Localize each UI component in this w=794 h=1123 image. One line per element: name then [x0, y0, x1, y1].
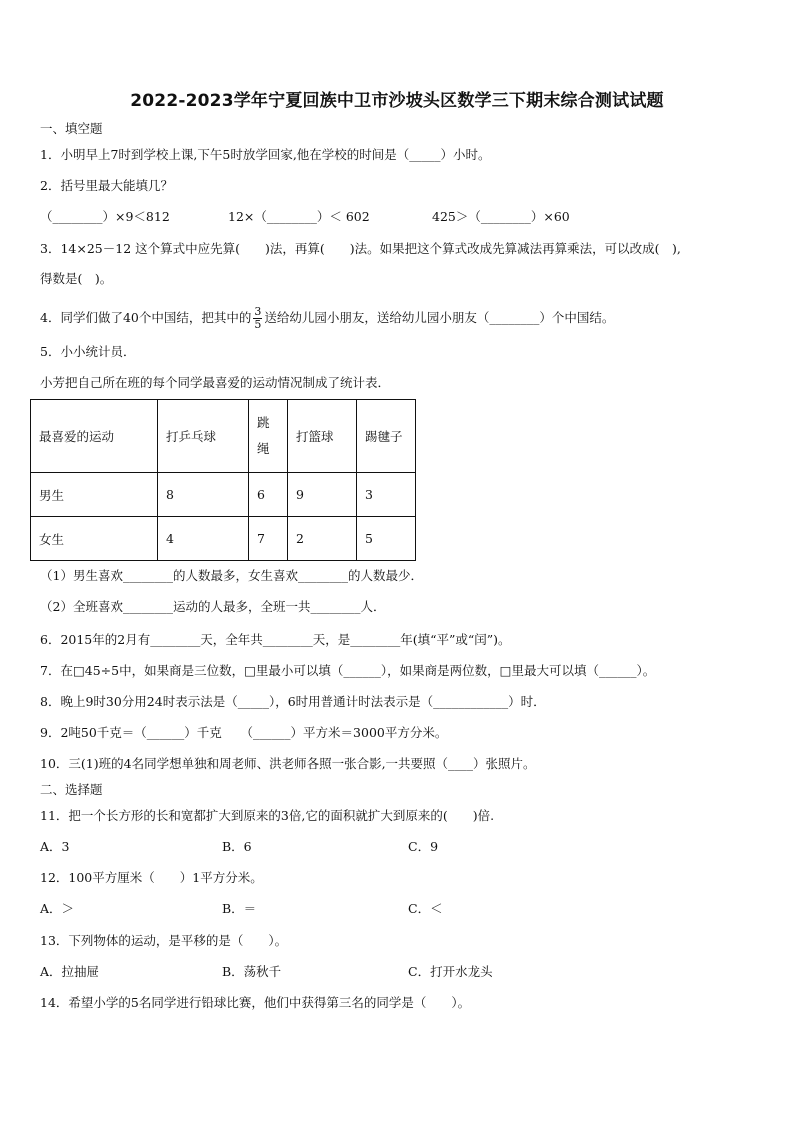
- question-1: 1．小明早上7时到学校上课,下午5时放学回家,他在学校的时间是（_____）小时。: [40, 147, 491, 162]
- table-header-row: [31, 400, 416, 473]
- question-2-part-b: 12×（________）＜ 602: [228, 209, 370, 224]
- table-cell: 4: [158, 517, 249, 561]
- question-2: 2．括号里最大能填几？: [40, 178, 173, 193]
- question-12: 12．100平方厘米（ ）1平方分米。: [40, 870, 263, 885]
- question-5-sub-1: （1）男生喜欢________的人数最多，女生喜欢________的人数最少．: [40, 568, 423, 583]
- table-cell: 女生: [31, 517, 158, 561]
- table-row: [31, 473, 416, 517]
- option-a: A．3: [40, 839, 70, 854]
- question-5: 5．小小统计员．: [40, 344, 136, 359]
- question-4-before: 4．同学们做了40个中国结，把其中的: [40, 310, 252, 325]
- table-cell: 7: [249, 517, 288, 561]
- question-13: 13．下列物体的运动，是平移的是（ ）。: [40, 933, 288, 948]
- table-row: [31, 517, 416, 561]
- table-cell: 5: [357, 517, 416, 561]
- option-c: C．打开水龙头: [408, 964, 493, 979]
- question-2-part-c: 425＞（________）×60: [432, 209, 570, 224]
- fraction: [253, 306, 262, 331]
- option-a: A．拉抽屉: [40, 964, 100, 979]
- question-4-after: 送给幼儿园小朋友，送给幼儿园小朋友（________）个中国结。: [264, 310, 615, 325]
- table-header-cell: 踢毽子: [357, 400, 416, 473]
- question-4: [40, 306, 614, 331]
- question-9: 9．2吨50千克＝（______）千克 （______）平方米＝3000平方分米。: [40, 725, 448, 740]
- question-8: 8．晚上9时30分用24时表示法是（_____），6时用普通计时法表示是（____________）时．: [40, 694, 546, 709]
- table-cell: 3: [357, 473, 416, 517]
- table-header-cell: 打篮球: [288, 400, 357, 473]
- option-b: B．＝: [222, 901, 257, 916]
- question-11: 11．把一个长方形的长和宽都扩大到原来的3倍,它的面积就扩大到原来的( )倍.: [40, 808, 495, 823]
- table-header-cell: 打乒乓球: [158, 400, 249, 473]
- option-b: B．荡秋千: [222, 964, 282, 979]
- table-header-cell: 最喜爱的运动: [31, 400, 158, 473]
- table-cell: 6: [249, 473, 288, 517]
- fraction-numerator: 3: [254, 305, 262, 318]
- question-5-intro: 小芳把自己所在班的每个同学最喜爱的运动情况制成了统计表．: [40, 375, 391, 390]
- section-fill-heading: 一、填空题: [40, 121, 103, 136]
- fraction-denominator: 5: [254, 318, 262, 331]
- page-title: 2022-2023学年宁夏回族中卫市沙坡头区数学三下期末综合测试试题: [130, 91, 664, 111]
- question-14: 14．希望小学的5名同学进行铅球比赛，他们中获得第三名的同学是（ ）。: [40, 995, 471, 1010]
- question-7: 7．在□45÷5中，如果商是三位数，□里最小可以填（______），如果商是两位数，□里最大可以填（______）。: [40, 663, 656, 678]
- table-cell: 9: [288, 473, 357, 517]
- question-6: 6．2015年的2月有________天，全年共________天，是________年(填“平”或“闰”)。: [40, 632, 511, 647]
- section-choice-heading: 二、选择题: [40, 782, 103, 797]
- question-5-sub-2: （2）全班喜欢________运动的人最多，全班一共________人．: [40, 599, 386, 614]
- option-c: C．＜: [408, 901, 443, 916]
- question-3-line-2: 得数是( )。: [40, 271, 113, 286]
- vertical-header-text: 跳绳: [257, 415, 270, 456]
- table-cell: 8: [158, 473, 249, 517]
- question-3-line-1: 3．14×25－12 这个算式中应先算( )法，再算( )法。如果把这个算式改成先算减法再算乘法，可以改成( ),: [40, 241, 681, 256]
- statistics-table: [30, 399, 416, 561]
- option-a: A．＞: [40, 901, 75, 916]
- question-10: 10．三(1)班的4名同学想单独和周老师、洪老师各照一张合影,一共要照（____）张照片。: [40, 756, 536, 771]
- option-c: C．9: [408, 839, 439, 854]
- question-2-part-a: （________）×9＜812: [40, 209, 170, 224]
- option-b: B．6: [222, 839, 252, 854]
- table-header-cell: [249, 400, 288, 473]
- table-cell: 2: [288, 517, 357, 561]
- table-cell: 男生: [31, 473, 158, 517]
